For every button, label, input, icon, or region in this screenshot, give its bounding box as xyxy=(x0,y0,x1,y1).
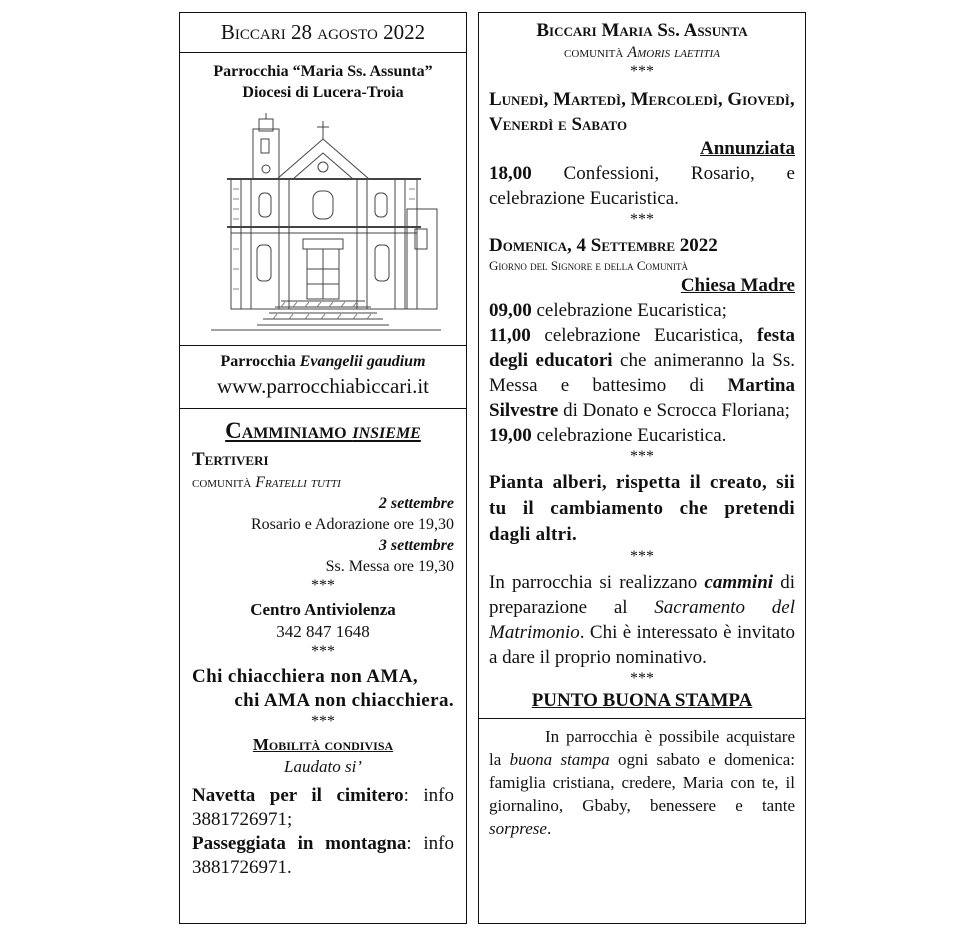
event-date-2: 3 settembre xyxy=(378,537,454,554)
church-illustration xyxy=(201,109,445,331)
right-title: Biccari Maria Ss. Assunta xyxy=(536,20,748,41)
centro-phone: 342 847 1648 xyxy=(276,622,370,641)
left-column xyxy=(179,12,467,924)
sunday-heading: Domenica, 4 Settembre 2022 xyxy=(489,235,718,256)
separator: *** xyxy=(630,670,654,687)
parish-header xyxy=(180,53,466,346)
separator: *** xyxy=(630,548,654,565)
stampa-title: PUNTO BUONA STAMPA xyxy=(531,690,753,711)
separator: *** xyxy=(311,577,335,594)
separator: *** xyxy=(630,448,654,465)
separator: *** xyxy=(630,63,654,80)
weekdays-heading: Lunedì, Martedì, Mercoledì, Giovedì, Venerdì e Sabato xyxy=(489,89,795,135)
separator: *** xyxy=(311,713,335,730)
web-label: Parrocchia Evangelii gaudium xyxy=(220,353,426,370)
place-annunziata: Annunziata xyxy=(699,138,795,159)
news-title: Camminiamo insieme xyxy=(225,418,421,443)
stampa-text: In parrocchia è possibile acquistare la buona stampa ogni sabato e domenica: famiglia cristiana, credere, Maria con te, il giornalino, Gbaby, benessere e tante sorprese. xyxy=(489,727,795,838)
right-subtitle: comunità Amoris laetitia xyxy=(564,44,720,61)
news-section xyxy=(180,409,466,880)
separator: *** xyxy=(311,643,335,660)
mobilita-title: Mobilità condivisa xyxy=(252,735,394,754)
date-text: Biccari 28 agosto 2022 xyxy=(220,20,426,44)
sunday-subtitle: Giorno del Signore e della Comunità xyxy=(489,258,689,273)
website-box xyxy=(180,346,466,409)
cammini-notice: In parrocchia si realizzano cammini di preparazione al Sacramento del Matrimonio. Chi è interessato è invitato a dare il proprio nominativo. xyxy=(489,572,796,668)
parish-name: Parrocchia “Maria Ss. Assunta” xyxy=(213,63,433,80)
date-header xyxy=(180,13,466,53)
event-text-2: Ss. Messa ore 19,30 xyxy=(325,558,454,575)
website-link[interactable]: www.parrocchiabiccari.it xyxy=(216,374,430,398)
centro-title: Centro Antiviolenza xyxy=(250,600,396,619)
event-date-1: 2 settembre xyxy=(378,495,454,512)
diocese-name: Diocesi di Lucera-Troia xyxy=(242,84,404,101)
tertiveri-subtitle: comunità Fratelli tutti xyxy=(192,474,341,491)
stampa-box xyxy=(479,718,805,840)
mobilita-subtitle: Laudato si’ xyxy=(284,757,362,776)
sunday-mass-1: 09,00 celebrazione Eucaristica; xyxy=(489,300,727,321)
right-column xyxy=(478,12,806,924)
place-chiesa-madre: Chiesa Madre xyxy=(680,275,795,296)
pianta-motto: Pianta alberi, rispetta il creato, sii tu il cambiamento che pretendi dagli altri. xyxy=(489,472,795,545)
tertiveri-title: Tertiveri xyxy=(192,449,269,470)
motto-line-1: Chi chiacchiera non AMA, xyxy=(192,666,418,687)
passeggiata-info: Passeggiata in montagna: info 3881726971. xyxy=(192,833,454,878)
separator: *** xyxy=(630,211,654,228)
motto-line-2: chi AMA non chiacchiera. xyxy=(234,690,454,711)
weekday-schedule: 18,00 Confessioni, Rosario, e celebrazione Eucaristica. xyxy=(489,163,795,209)
event-text-1: Rosario e Adorazione ore 19,30 xyxy=(250,516,454,533)
navetta-info: Navetta per il cimitero: info 3881726971; xyxy=(192,785,455,830)
sunday-mass-2: 11,00 celebrazione Eucaristica, festa degli educatori che animeranno la Ss. Messa e battesimo di Martina Silvestre di Donato e Scrocca Floriana; xyxy=(489,325,795,421)
sunday-mass-3: 19,00 celebrazione Eucaristica. xyxy=(489,425,727,446)
right-content xyxy=(479,13,805,840)
